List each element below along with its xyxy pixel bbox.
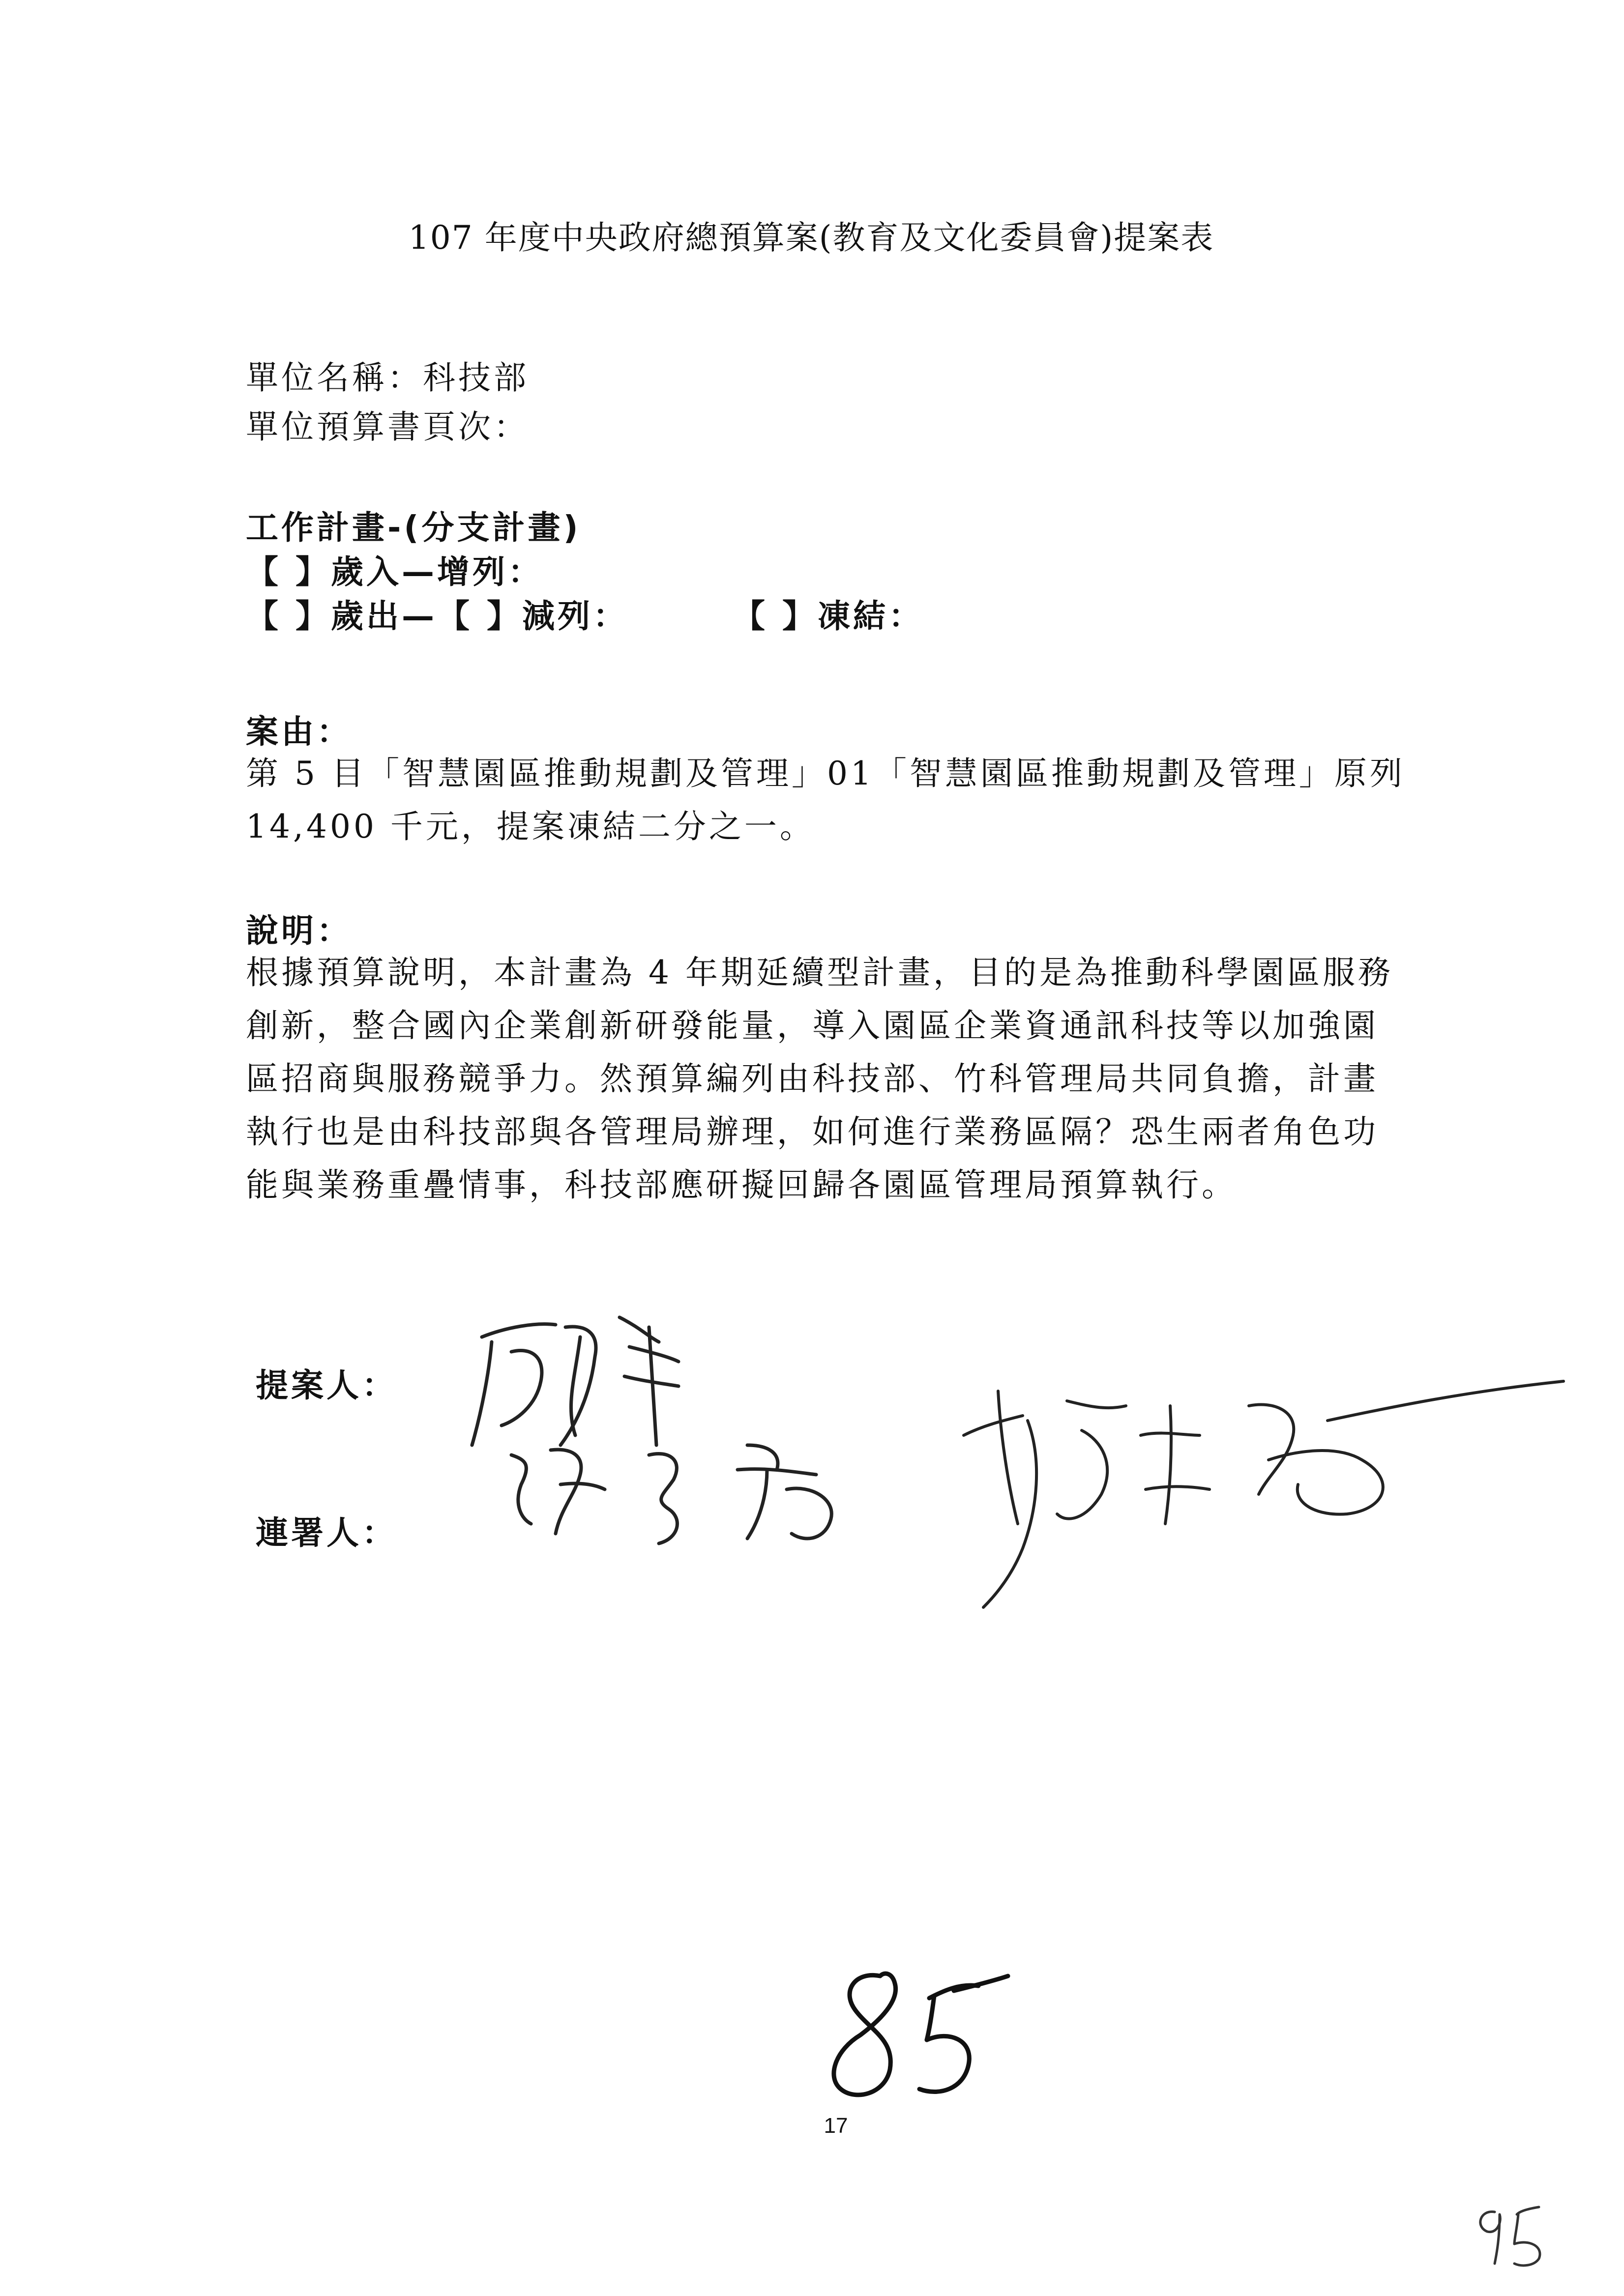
case-text: 第 5 目「智慧園區推動規劃及管理」01「智慧園區推動規劃及管理」原列 14,400 千元，提案凍結二分之一。: [246, 755, 1405, 845]
expense-line: 【 】歲出—【 】減列：: [246, 597, 628, 635]
explanation-text: 根據預算說明，本計畫為 4 年期延續型計畫，目的是為推動科學園區服務創新，整合國內企業創新研發能量，導入園區企業資通訊科技等以加強園區招商與服務競爭力。然預算編列由科技部、竹科管理局共同負擔，計畫執行也是由科技部與各管理局辦理，如何進行業務區隔？恐生兩者角色功能與業務重疊情事，科技部應研擬回歸各園區管理局預算執行。: [246, 954, 1393, 1204]
freeze-line: 【 】凍結：: [733, 597, 924, 635]
work-plan-heading: 工作計畫-(分支計畫): [246, 509, 581, 547]
handwritten-page-number: [806, 1961, 1023, 2109]
case-heading: 案由：: [246, 713, 352, 751]
cosigner-signature-1: [492, 1425, 895, 1553]
unit-budget-page: 單位預算書頁次：: [246, 408, 529, 446]
document-title: 107 年度中央政府總預算案(教育及文化委員會)提案表: [408, 219, 1214, 257]
explanation-heading: 說明：: [246, 912, 352, 950]
cosigner-signature-2: [954, 1362, 1573, 1657]
proposer-label: 提案人：: [256, 1366, 397, 1404]
corner-handwritten-mark: [1465, 2192, 1564, 2271]
cosigner-label: 連署人：: [256, 1514, 397, 1552]
unit-name: 單位名稱：科技部: [246, 359, 529, 397]
printed-page-number: 17: [824, 2114, 848, 2138]
revenue-line: 【 】歲入—增列：: [246, 553, 543, 591]
